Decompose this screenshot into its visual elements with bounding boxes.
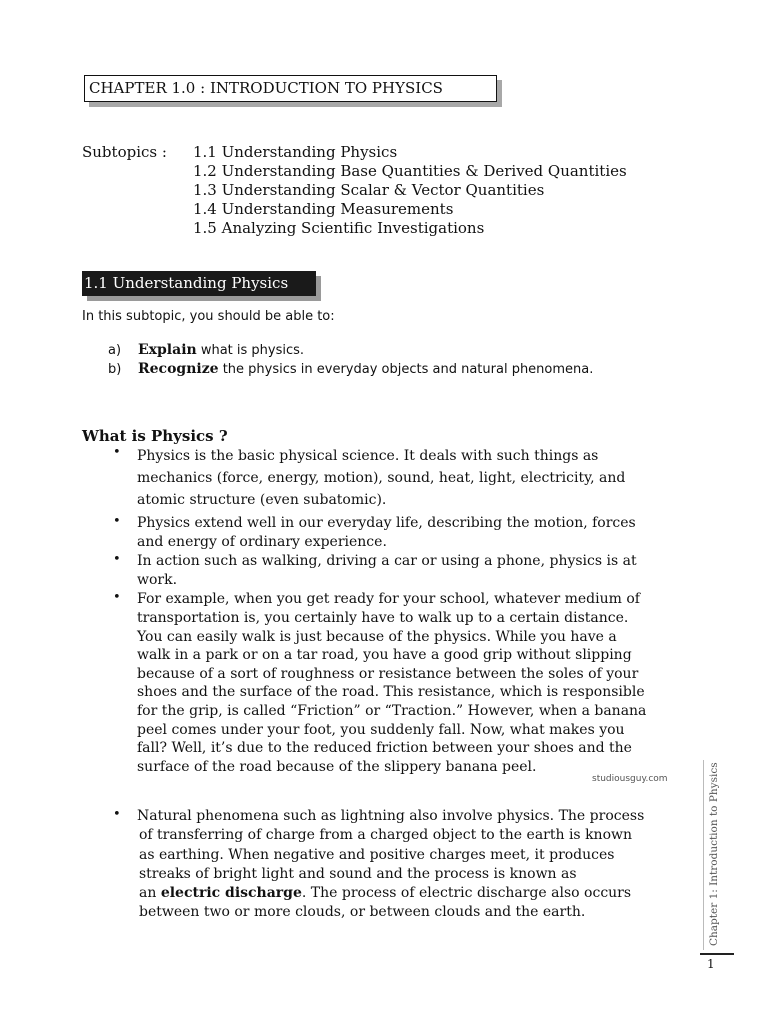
section-heading: What is Physics ? [82,427,228,445]
bullet-line: peel comes under your foot, you suddenly fall. Now, what makes you [137,721,625,738]
objective-marker: b) [108,362,122,377]
bullet-dot: • [113,445,121,460]
bullet-line: streaks of bright light and sound and the process is known as [139,865,577,882]
bullet-line: Natural phenomena such as lightning also involve physics. The process [137,808,645,824]
bullet-item [113,514,688,551]
page-number: 1 [707,957,715,971]
bullet-item [113,445,688,511]
bullet-line: for the grip, is called “Friction” or “Traction.” However, when a banana [137,702,647,719]
bullet-item [113,590,688,776]
objective-marker: a) [108,343,122,358]
bullet-item [113,552,688,589]
bullet-item [113,807,688,923]
text-run: . The process of electric discharge also occurs [301,885,632,902]
bullet-dot: • [113,590,121,606]
objective-text: what is physics. [196,343,305,358]
side-divider [703,760,704,950]
bullet-line: surface of the road because of the slippery banana peel. [137,758,537,775]
bullet-line: as earthing. When negative and positive charges meet, it produces [139,846,615,863]
subtopic-item: 1.5 Analyzing Scientific Investigations [193,219,485,237]
bullet-line: Physics is the basic physical science. It deals with such things as [137,448,599,464]
chapter-title: CHAPTER 1.0 : INTRODUCTION TO PHYSICS [84,75,497,102]
bullet-line: of transferring of charge from a charged object to the earth is known [139,827,632,844]
bullet-dot: • [113,552,121,568]
bullet-dot: • [113,514,121,529]
subtopics-label: Subtopics : [82,143,167,161]
bullet-line: For example, when you get ready for your school, whatever medium of [137,591,640,608]
bullet-line: In action such as walking, driving a car or using a phone, physics is at [137,553,637,570]
text-run: an [139,885,161,902]
chapter-side-label: Chapter 1: Introduction to Physics [708,762,720,946]
bullet-line: Physics extend well in our everyday life, describing the motion, forces [137,515,636,531]
bullet-line: fall? Well, it’s due to the reduced friction between your shoes and the [137,740,632,757]
objective-verb: Recognize [138,361,219,377]
subtopic-item: 1.1 Understanding Physics [193,143,398,161]
bullet-line: mechanics (force, energy, motion), sound, heat, light, electricity, and [137,470,626,486]
bullet-dot: • [113,807,121,822]
bullet-line: walk in a park or on a tar road, you have a good grip without slipping [137,647,632,664]
bullet-line: work. [137,571,178,588]
subtopic-item: 1.2 Understanding Base Quantities & Derived Quantities [193,162,627,180]
bullet-line: between two or more clouds, or between clouds and the earth. [139,904,586,921]
bullet-line: shoes and the surface of the road. This resistance, which is responsible [137,684,645,701]
source-credit: studiousguy.com [592,774,668,784]
bullet-line: because of a sort of roughness or resistance between the soles of your [137,665,639,682]
bullet-line: and energy of ordinary experience. [137,533,387,550]
objective-text: the physics in everyday objects and natural phenomena. [218,362,594,377]
objective-verb: Explain [138,342,197,358]
bullet-line: You can easily walk is just because of the physics. While you have a [137,628,617,645]
bullet-line: atomic structure (even subatomic). [137,492,387,508]
intro-text: In this subtopic, you should be able to: [82,309,335,324]
bullet-list [113,445,688,776]
bullet-line: transportation is, you certainly have to walk up to a certain distance. [137,609,629,626]
page-number-rule [700,953,734,955]
bullet-line [113,884,688,903]
bold-term: electric discharge [160,885,302,902]
section-title: 1.1 Understanding Physics [82,271,316,296]
subtopic-item: 1.4 Understanding Measurements [193,200,454,218]
subtopic-item: 1.3 Understanding Scalar & Vector Quantities [193,181,545,199]
